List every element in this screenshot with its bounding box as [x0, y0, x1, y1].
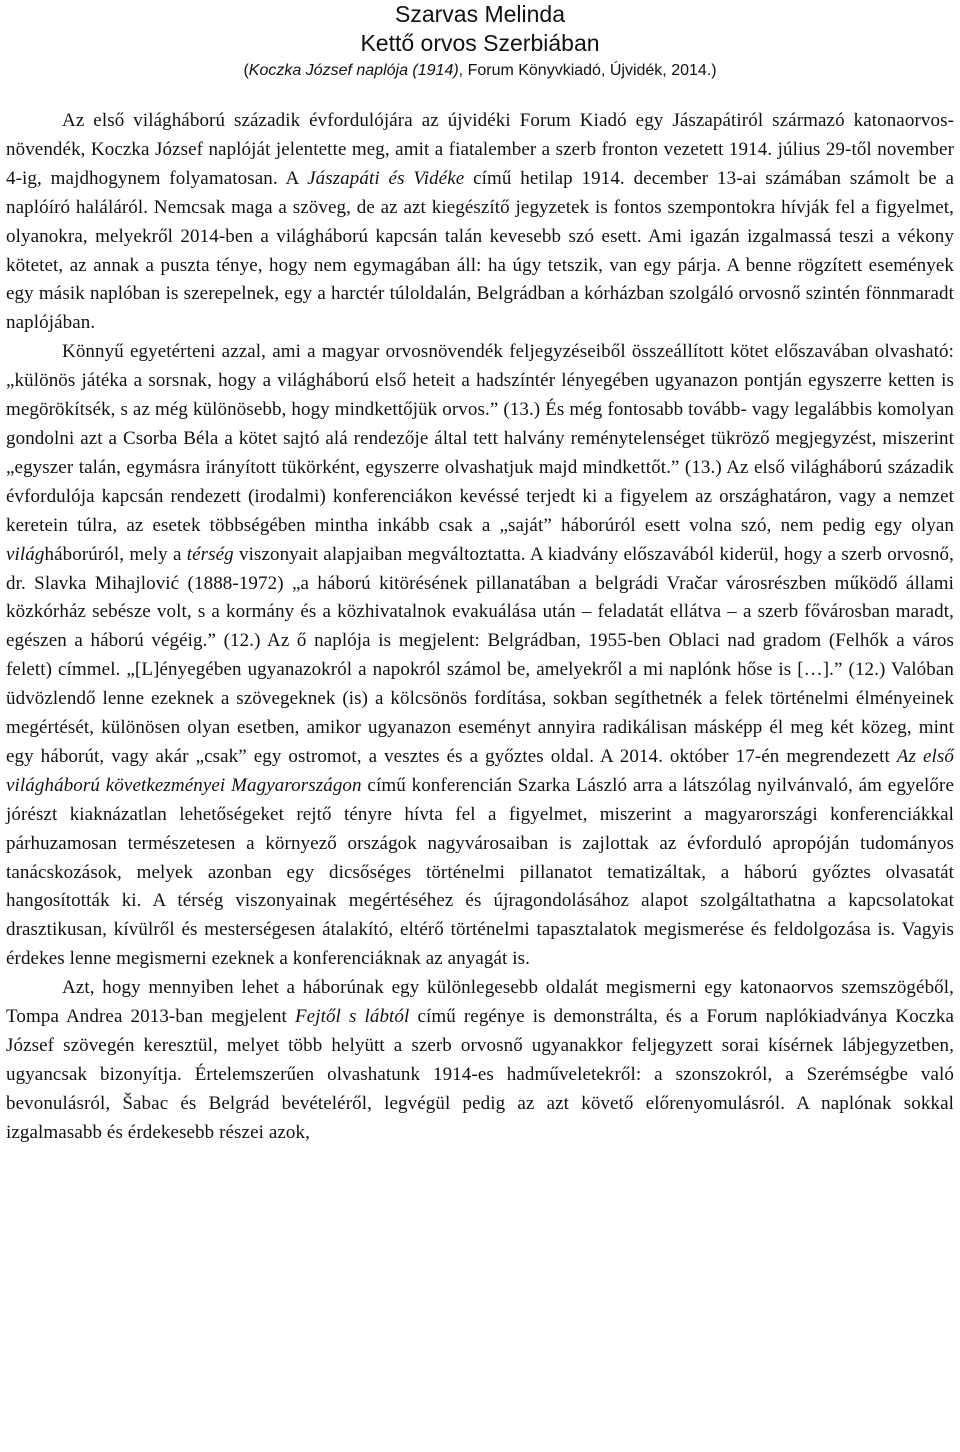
italic-text: Az első világháború következményei Magyarországon	[6, 745, 954, 796]
text-segment: Azt, hogy mennyiben lehet a háborúnak egy különlegesebb oldalát megismerni egy katonaorvos szemszögéből, Tompa Andrea 2013-ban megjelent	[6, 977, 954, 1028]
paragraph	[6, 107, 954, 338]
author-name: Szarvas Melinda	[394, 1, 566, 27]
italic-text: világ	[6, 543, 45, 565]
paragraph	[6, 974, 954, 1147]
citation-publisher: , Forum Könyvkiadó, Újvidék, 2014.)	[458, 62, 717, 79]
text-segment: viszonyait alapjaiban megváltoztatta. A kiadvány előszavából kiderül, hogy a szerb orvosnő, dr. Slavka Mihajlović (1888-1972) „a háború kitörésének pillanatában a belgrádi Vračar városrészben működő állami közkórház sebésze volt, s a kormány és a közhivatalnok evakuálása után – feladatát ellátva – a szerb fővárosban maradt, egészen a háború végéig.” (12.) Az ő naplója is megjelent: Belgrádban, 1955-ben Oblaci nad gradom (Felhők a város felett) címmel. „[L]ényegében ugyanazokról a napokról számol be, amelyekről a mi naplónk hőse is […].” (12.) Valóban üdvözlendő lenne ezeknek a szövegeknek (is) a kölcsönös fordítása, sokban segíthetnék a felek történelmi élményeinek megértését, különösen olyan esetben, amikor ugyanazon eseményt annyira radikálisan másképp él meg két közeg, mint egy háborút, vagy akár „csak” egy ostromot, a vesztes és a győztes oldal. A 2014. október 17-én megrendezett	[6, 543, 955, 767]
text-segment: háborúról, mely a	[44, 543, 187, 565]
book-citation	[6, 59, 954, 83]
body-text	[6, 107, 954, 1148]
document-page	[6, 0, 954, 1148]
italic-text: Fejtől s lábtól	[294, 1006, 410, 1028]
text-segment: című hetilap 1914. december 13-ai számában számolt be a naplóíró haláláról. Nemcsak maga a szöveg, de az azt kiegészítő jegyzetek is fontos szempontokra hívják fel a figyelmet, olyanokra, melyekről 2014-ben a világháború kapcsán talán kevesebb szó esett. Ami igazán izgalmassá teszi a vékony kötetet, az annak a puszta ténye, hogy nem egymagában áll: ha úgy tetszik, van egy párja. A benne rögzített események egy másik naplóban is szerepelnek, egy a harctér túloldalán, Belgrádban a kórházban szolgáló orvosnő szintén fönnmaradt naplójában.	[6, 167, 955, 334]
italic-text: térség	[186, 543, 234, 565]
text-segment: című konferencián Szarka László arra a látszólag nyilvánvaló, ám egyelőre jórészt kiaknázatlan lehetőségeket rejtő tényre hívta fel a figyelmet, miszerint a magyarországi konferenciákkal párhuzamosan természetesen a környező országok nagyvárosaiban is zajlottak az évforduló apropóján tudományos tanácskozások, melyek azonban egy dicsőséges történelmi pillanatot tematizáltak, a háború győztes olvasatát hangosították ki. A térség viszonyainak megértéséhez és újragondolásához alapot szolgáltathatna a kapcsolatokat drasztikusan, kívülről és mesterségesen átalakító, eltérő történelmi tapasztalatok megismerése és feldolgozása is. Vagyis érdekes lenne megismerni ezeknek a konferenciáknak az anyagát is.	[6, 774, 954, 970]
citation-book-title: Koczka József naplója (1914)	[248, 62, 459, 79]
document-header	[6, 0, 954, 83]
text-segment: Könnyű egyetérteni azzal, ami a magyar orvosnövendék feljegyzéseiből összeállított kötet előszavában olvasható: „különös játéka a sorsnak, hogy a világháború első heteit a hadszíntér lényegében ugyanazon pontján egyszerre ketten is megörökítsék, s az még különösebb, hogy mindkettőjük orvos.” (13.) És még fontosabb tovább- vagy legalábbis komolyan gondolni azt a Csorba Béla a kötet sajtó alá rendezője által tett halvány reménytelenséget tükröző megjegyzést, miszerint „egyszer talán, egymásra irányított tükörként, egyszerre olvashatjuk majd mindkettőt.” (13.) Az első világháború századik évfordulója kapcsán rendezett (irodalmi) konferenciákon kevéssé terjedt ki a figyelem az országhatáron, vagy a nemzet keretein túlra, az esetek többségében mintha inkább csak a „saját” háborúról esett volna szó, nem pedig egy olyan	[6, 341, 954, 536]
text-segment: című regénye is demonstrálta, és a Forum naplókiadványa Koczka József szövegén keresztül, melyet több helyütt a szerb orvosnő ugyanakkor feljegyzett sorai kísérnek lábjegyzetben, ugyancsak bizonyítja. Értelemszerűen olvashatunk 1914-es hadműveletekről: a szonszokról, a Szerémségbe való bevonulásról, Šabac és Belgrád bevételéről, legvégül pedig az azt követő előrenyomulásról. A naplónak sokkal izgalmasabb és érdekesebb részei azok,	[6, 1006, 954, 1143]
review-title: Kettő orvos Szerbiában	[360, 30, 600, 56]
paragraph	[6, 338, 954, 974]
italic-text: Jászapáti és Vidéke	[307, 167, 465, 189]
citation-open: (	[243, 62, 249, 79]
text-segment: Az első világháború századik évfordulójára az újvidéki Forum Kiadó egy Jászapátiról származó katonaorvos-növendék, Koczka József naplóját jelentette meg, amit a fiatalember a szerb fronton vezetett 1914. július 29-től november 4-ig, majdhogynem folyamatosan. A	[6, 110, 954, 189]
